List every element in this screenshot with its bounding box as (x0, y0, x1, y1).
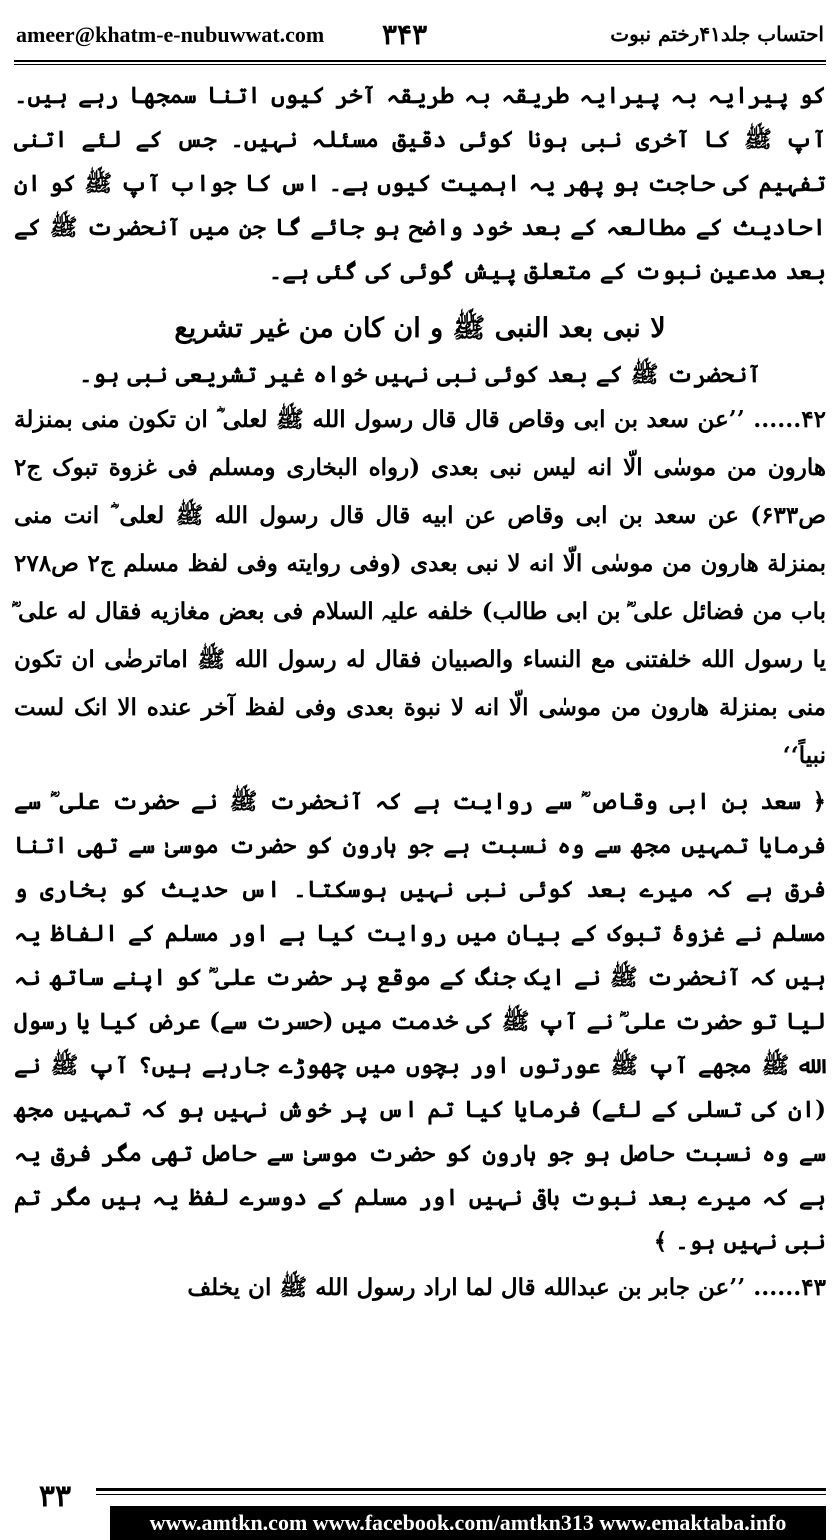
section-heading-urdu: آنحضرت ﷺ کے بعد کوئی نبی نہیں خواہ غیر تشریعی نبی ہو۔ (79, 361, 761, 388)
hadith-42-translation: ﴿ سعد بن ابی وقاص ؓ سے روایت ہے کہ آنحضرت ﷺ نے حضرت علی ؓ سے فرمایا تمہیں مجھ سے وہ نسبت ہے جو ہارون کو حضرت موسیٰ سے تھی اتنا فرق ہے کہ میرے بعد کوئی نبی نہیں ہوسکتا۔ اس حدیث کو بخاری و مسلم نے غزوۂ تبوک کے بیان میں روایت کیا ہے اور مسلم کے الفاظ یہ ہیں کہ آنحضرت ﷺ نے ایک جنگ کے موقع پر حضرت علی ؓ کو اپنے ساتھ نہ لیا تو حضرت علی ؓ نے آپ ﷺ کی خدمت میں (حسرت سے) عرض کیا یا رسول الله ﷺ مجھے آپ ﷺ عورتوں اور بچوں میں چھوڑے جارہے ہیں؟ آپ ﷺ نے (ان کی تسلی کے لئے) فرمایا کیا تم اس پر خوش نہیں ہو کہ تمہیں مجھ سے وہ نسبت حاصل ہو جو ہارون کو حضرت موسیٰ سے حاصل تھی مگر فرق یہ ہے کہ میرے بعد نبوت باقی نہیں اور مسلم کے دوسرے لفظ یہ ہیں مگر تم نبی نہیں ہو۔ ﴾ (14, 788, 826, 1255)
hadith-43-number: ۴۳...... (753, 1274, 826, 1301)
intro-paragraph: کو پیرایہ بہ پیرایہ طریقہ بہ طریقہ آخر کیوں اتنا سمجھا رہے ہیں۔ آپ ﷺ کا آخری نبی ہونا کوئی دقیق مسئلہ نہیں۔ جس کے لئے اتنی تفہیم کی حاجت ہو پھر یہ اہمیت کیوں ہے۔ اس کا جواب آپ ﷺ کو ان احادیث کے مطالعہ کے بعد خود واضح ہو جائے گا جن میں آنحضرت ﷺ کے بعد مدعین نبوت کے متعلق پیش گوئی کی گئی ہے۔ (14, 82, 826, 285)
hadith-42-text (14, 396, 826, 780)
footer-page-number: ۳۳ (14, 1472, 96, 1522)
section-heading-arabic: لا نبی بعد النبی ﷺ و ان کان من غیر تشریع (174, 313, 666, 344)
header-rule-thin (14, 64, 826, 65)
hadith-42-number: ۴۲...... (753, 406, 826, 433)
page-body (14, 74, 826, 1466)
hadith-42-arabic: ’’عن سعد بن ابی وقاص قال قال رسول الله ﷺ لعلی ؓ ان تکون منی بمنزلة هارون من موسٰی الّا انه لیس نبی بعدی (رواه البخاری ومسلم فی غزوة تبوک ج۲ ص۶۳۳) عن سعد بن ابی وقاص عن ابیه قال قال رسول الله ﷺ لعلی ؓ انت منی بمنزلة هارون من موسٰی الّا انه لا نبی بعدی (وفی روایته وفی لفظ مسلم ج۲ ص۲۷۸ باب من فضائل علی ؓ بن ابی طالب) خلفه علیہ السلام فی بعض مغازیه فقال له علی ؓ یا رسول الله خلفتنی مع النساء والصبیان فقال له رسول الله ﷺ اماترضٰی ان تکون منی بمنزلة هارون من موسٰی الّا انه لا نبوة بعدی وفی لفظ آخر عنده الا انک لست نبیاً‘‘ (14, 406, 826, 769)
header-page-number: ۳۴۳ (382, 18, 428, 51)
header-rule (14, 60, 826, 62)
footer-rule-thin (14, 1494, 826, 1495)
footer-links: www.amtkn.com www.facebook.com/amtkn313 www.emaktaba.info (110, 1506, 826, 1540)
header-email: ameer@khatm-e-nubuwwat.com (16, 22, 325, 47)
hadith-43-text (14, 1264, 826, 1312)
book-title: احتساب جلد۴۱رختم نبوت (610, 22, 824, 46)
page-footer (0, 1472, 840, 1540)
page-header (0, 0, 840, 62)
hadith-43-arabic: ’’عن جابر بن عبدالله قال لما اراد رسول الله ﷺ ان یخلف (187, 1274, 746, 1301)
footer-rule (14, 1488, 826, 1491)
